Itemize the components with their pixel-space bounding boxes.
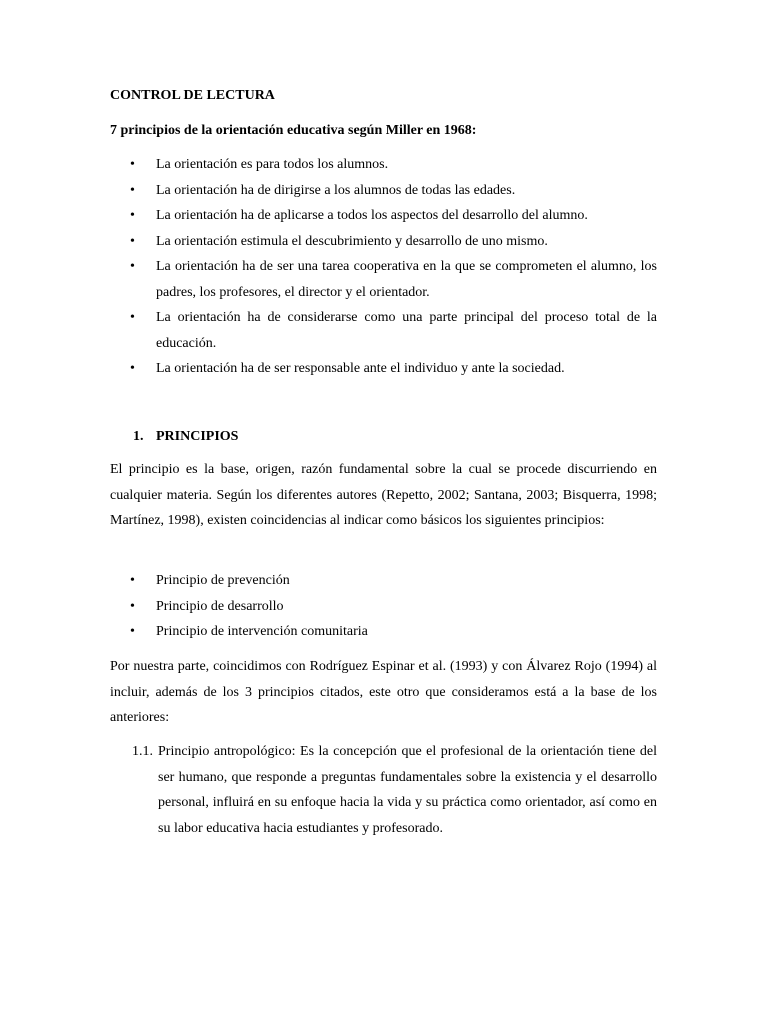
- bullet-icon: •: [130, 573, 135, 588]
- section-heading: [133, 428, 238, 445]
- list-item: • La orientación estimula el descubrimiento y desarrollo de uno mismo.: [110, 229, 657, 255]
- subsection-text: Principio antropológico: Es la concepción que el profesional de la orientación tiene del ser humano, que responde a preguntas fundamentales sobre la existencia y el desarrollo personal, influirá en su enfoque hacia la vida y su práctica como orientador, así como en su labor educativa hacia estudiantes y profesorado.: [158, 744, 657, 836]
- bullet-icon: •: [130, 233, 135, 249]
- list-item: • La orientación ha de dirigirse a los alumnos de todas las edades.: [110, 178, 657, 204]
- list-item: • Principio de desarrollo: [110, 594, 657, 620]
- document-subtitle: 7 principios de la orientación educativa según Miller en 1968:: [110, 123, 477, 138]
- list-item: • La orientación ha de considerarse como una parte principal del proceso total de la educación.: [110, 305, 657, 356]
- list-item: • La orientación es para todos los alumnos.: [110, 152, 657, 178]
- list-item: • Principio de intervención comunitaria: [110, 619, 657, 645]
- document-title: CONTROL DE LECTURA: [110, 88, 275, 103]
- section-title: PRINCIPIOS: [156, 429, 239, 444]
- bullet-icon: •: [130, 310, 135, 325]
- bullet-icon: •: [130, 208, 135, 223]
- list-item: • La orientación ha de ser responsable ante el individuo y ante la sociedad.: [110, 356, 657, 382]
- bullet-icon: •: [130, 598, 135, 614]
- bullet-icon: •: [130, 361, 135, 376]
- subsection-number: 1.1.: [132, 744, 153, 759]
- second-paragraph: Por nuestra parte, coincidimos con Rodríguez Espinar et al. (1993) y con Álvarez Rojo (1994) al incluir, además de los 3 principios citados, este otro que consideramos está a la base de los anteriores:: [110, 659, 657, 725]
- list-item: • Principio de prevención: [110, 568, 657, 594]
- section-number: 1.: [133, 429, 144, 444]
- list-item: • La orientación ha de aplicarse a todos los aspectos del desarrollo del alumno.: [110, 203, 657, 229]
- bullet-icon: •: [130, 624, 135, 639]
- subsection-1-1: [132, 739, 657, 841]
- miller-principles-list: [110, 152, 657, 382]
- intro-paragraph: El principio es la base, origen, razón fundamental sobre la cual se procede discurriendo en cualquier materia. Según los diferentes autores (Repetto, 2002; Santana, 2003; Bisquerra, 1998; Martínez, 1998), existen coincidencias al indicar como básicos los siguientes principios:: [110, 462, 657, 528]
- bullet-icon: •: [130, 157, 135, 172]
- bullet-icon: •: [130, 259, 135, 274]
- basic-principles-list: [110, 568, 657, 645]
- bullet-icon: •: [130, 182, 135, 198]
- list-item: • La orientación ha de ser una tarea cooperativa en la que se comprometen el alumno, los padres, los profesores, el director y el orientador.: [110, 254, 657, 305]
